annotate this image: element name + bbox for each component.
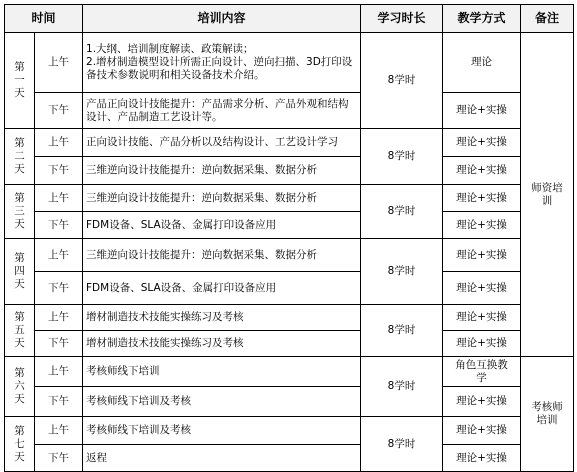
training-content [83,305,361,331]
training-content-line: 产品正向设计技能提升：产品需求分析、产品外观和结构设计、产品制造工艺设计等。 [86,97,349,123]
schedule-row [5,305,574,331]
header-time: 时间 [5,5,83,33]
teaching-method: 理论+实操 [443,129,521,157]
day-label-line: 第 [14,311,25,323]
day-label [5,305,35,357]
header-content: 培训内容 [83,5,361,33]
training-schedule-table [4,4,574,472]
teaching-method: 理论+实操 [443,272,521,305]
teaching-method-line: 学 [476,371,487,384]
teaching-method: 理论+实操 [443,331,521,357]
teaching-method: 理论+实操 [443,387,521,417]
study-duration: 8学时 [361,305,443,357]
training-content-line: FDM设备、SLA设备、金属打印设备应用 [86,281,277,294]
training-content [83,272,361,305]
remark-line: 师资培 [531,181,563,194]
half-day-label: 下午 [35,157,83,185]
training-content-line: 返程 [86,451,108,464]
teaching-method: 理论+实操 [443,445,521,472]
day-label-line: 天 [14,163,25,175]
schedule-row [5,129,574,157]
study-duration: 8学时 [361,185,443,239]
training-content-line: 考核师线下培训及考核 [86,395,192,407]
day-label [5,417,35,472]
training-content [83,417,361,445]
teaching-method: 理论+实操 [443,157,521,185]
training-content [83,129,361,157]
day-label-line: 五 [14,324,25,336]
training-content [83,93,361,129]
half-day-label: 下午 [35,272,83,305]
day-label-line: 六 [14,380,25,392]
half-day-label: 上午 [35,417,83,445]
half-day-label: 上午 [35,357,83,387]
day-label-line: 第 [14,252,25,264]
training-content [83,357,361,387]
schedule-row [5,272,574,305]
training-content-line: 2.增材制造模型设计所需正向设计、逆向扫描、3D打印设备技术参数说明和相关设备技术介绍。 [86,56,353,81]
schedule-row [5,417,574,445]
training-content-line: 增材制造技术技能实操练习及考核 [86,311,244,323]
day-label-line: 天 [14,218,25,230]
half-day-label: 上午 [35,129,83,157]
schedule-row [5,445,574,472]
half-day-label: 上午 [35,185,83,212]
half-day-label: 下午 [35,331,83,357]
remark-cell [521,33,574,357]
schedule-row [5,212,574,239]
training-content [83,185,361,212]
training-content-line: 三维逆向设计技能提升：逆向数据采集、数据分析 [86,164,318,176]
training-content-line: 三维逆向设计技能提升：逆向数据采集、数据分析 [86,191,318,204]
half-day-label: 下午 [35,387,83,417]
training-content-line: 增材制造技术技能实操练习及考核 [86,337,244,349]
day-label-line: 二 [14,150,25,162]
day-label-line: 四 [14,265,25,277]
training-content [83,33,361,93]
schedule-row [5,387,574,417]
schedule-row [5,93,574,129]
training-content [83,331,361,357]
day-label-line: 天 [14,450,25,463]
day-label [5,239,35,305]
training-content [83,212,361,239]
day-label-line: 第 [14,367,25,379]
teaching-method: 理论+实操 [443,417,521,445]
training-content-line: FDM设备、SLA设备、金属打印设备应用 [86,218,277,231]
day-label-line: 七 [14,437,25,450]
study-duration: 8学时 [361,33,443,129]
header-duration: 学习时长 [361,5,443,33]
day-label-line: 天 [14,87,25,99]
remark-line: 培训 [536,414,558,426]
day-label-line: 天 [14,337,25,349]
teaching-method: 理论+实操 [443,239,521,272]
half-day-label: 上午 [35,305,83,331]
training-content-line: 正向设计技能、产品分析以及结构设计、工艺设计学习 [86,136,339,148]
teaching-method: 理论+实操 [443,305,521,331]
schedule-body [5,33,574,472]
schedule-row [5,33,574,93]
training-content-line: 考核师线下培训及考核 [86,424,192,436]
day-label-line: 第 [14,61,25,73]
training-content-line: 考核师线下培训 [86,365,160,377]
day-label [5,185,35,239]
header-note: 备注 [521,5,574,33]
teaching-method: 理论+实操 [443,185,521,212]
remark-line: 考核师 [531,401,563,413]
schedule-row [5,185,574,212]
training-content [83,387,361,417]
teaching-method: 理论+实操 [443,212,521,239]
training-content-line: 1.大纲、培训制度解读、政策解读； [86,43,254,55]
study-duration: 8学时 [361,239,443,305]
day-label-line: 第 [14,137,25,149]
study-duration: 8学时 [361,129,443,185]
study-duration: 8学时 [361,357,443,417]
day-label [5,357,35,417]
study-duration: 8学时 [361,417,443,472]
schedule-row [5,157,574,185]
schedule-row [5,357,574,387]
day-label-line: 天 [14,393,25,405]
half-day-label: 下午 [35,93,83,129]
day-label-line: 一 [14,74,25,86]
training-content [83,445,361,472]
half-day-label: 上午 [35,33,83,93]
remark-line: 训 [541,194,553,207]
half-day-label: 下午 [35,445,83,472]
teaching-method-line: 角色互换教 [455,358,508,371]
training-content-line: 三维逆向设计技能提升：逆向数据采集、数据分析 [86,248,318,261]
half-day-label: 上午 [35,239,83,272]
teaching-method: 理论 [443,33,521,93]
teaching-method [443,357,521,387]
remark-cell [521,357,574,472]
header-row [5,5,574,33]
schedule-row [5,239,574,272]
day-label [5,129,35,185]
half-day-label: 下午 [35,212,83,239]
day-label-line: 三 [14,205,25,217]
training-content [83,239,361,272]
day-label-line: 第 [14,424,25,437]
schedule-row [5,331,574,357]
day-label-line: 第 [14,192,25,204]
teaching-method: 理论+实操 [443,93,521,129]
day-label [5,33,35,129]
training-content [83,157,361,185]
day-label-line: 天 [14,278,25,290]
header-method: 教学方式 [443,5,521,33]
